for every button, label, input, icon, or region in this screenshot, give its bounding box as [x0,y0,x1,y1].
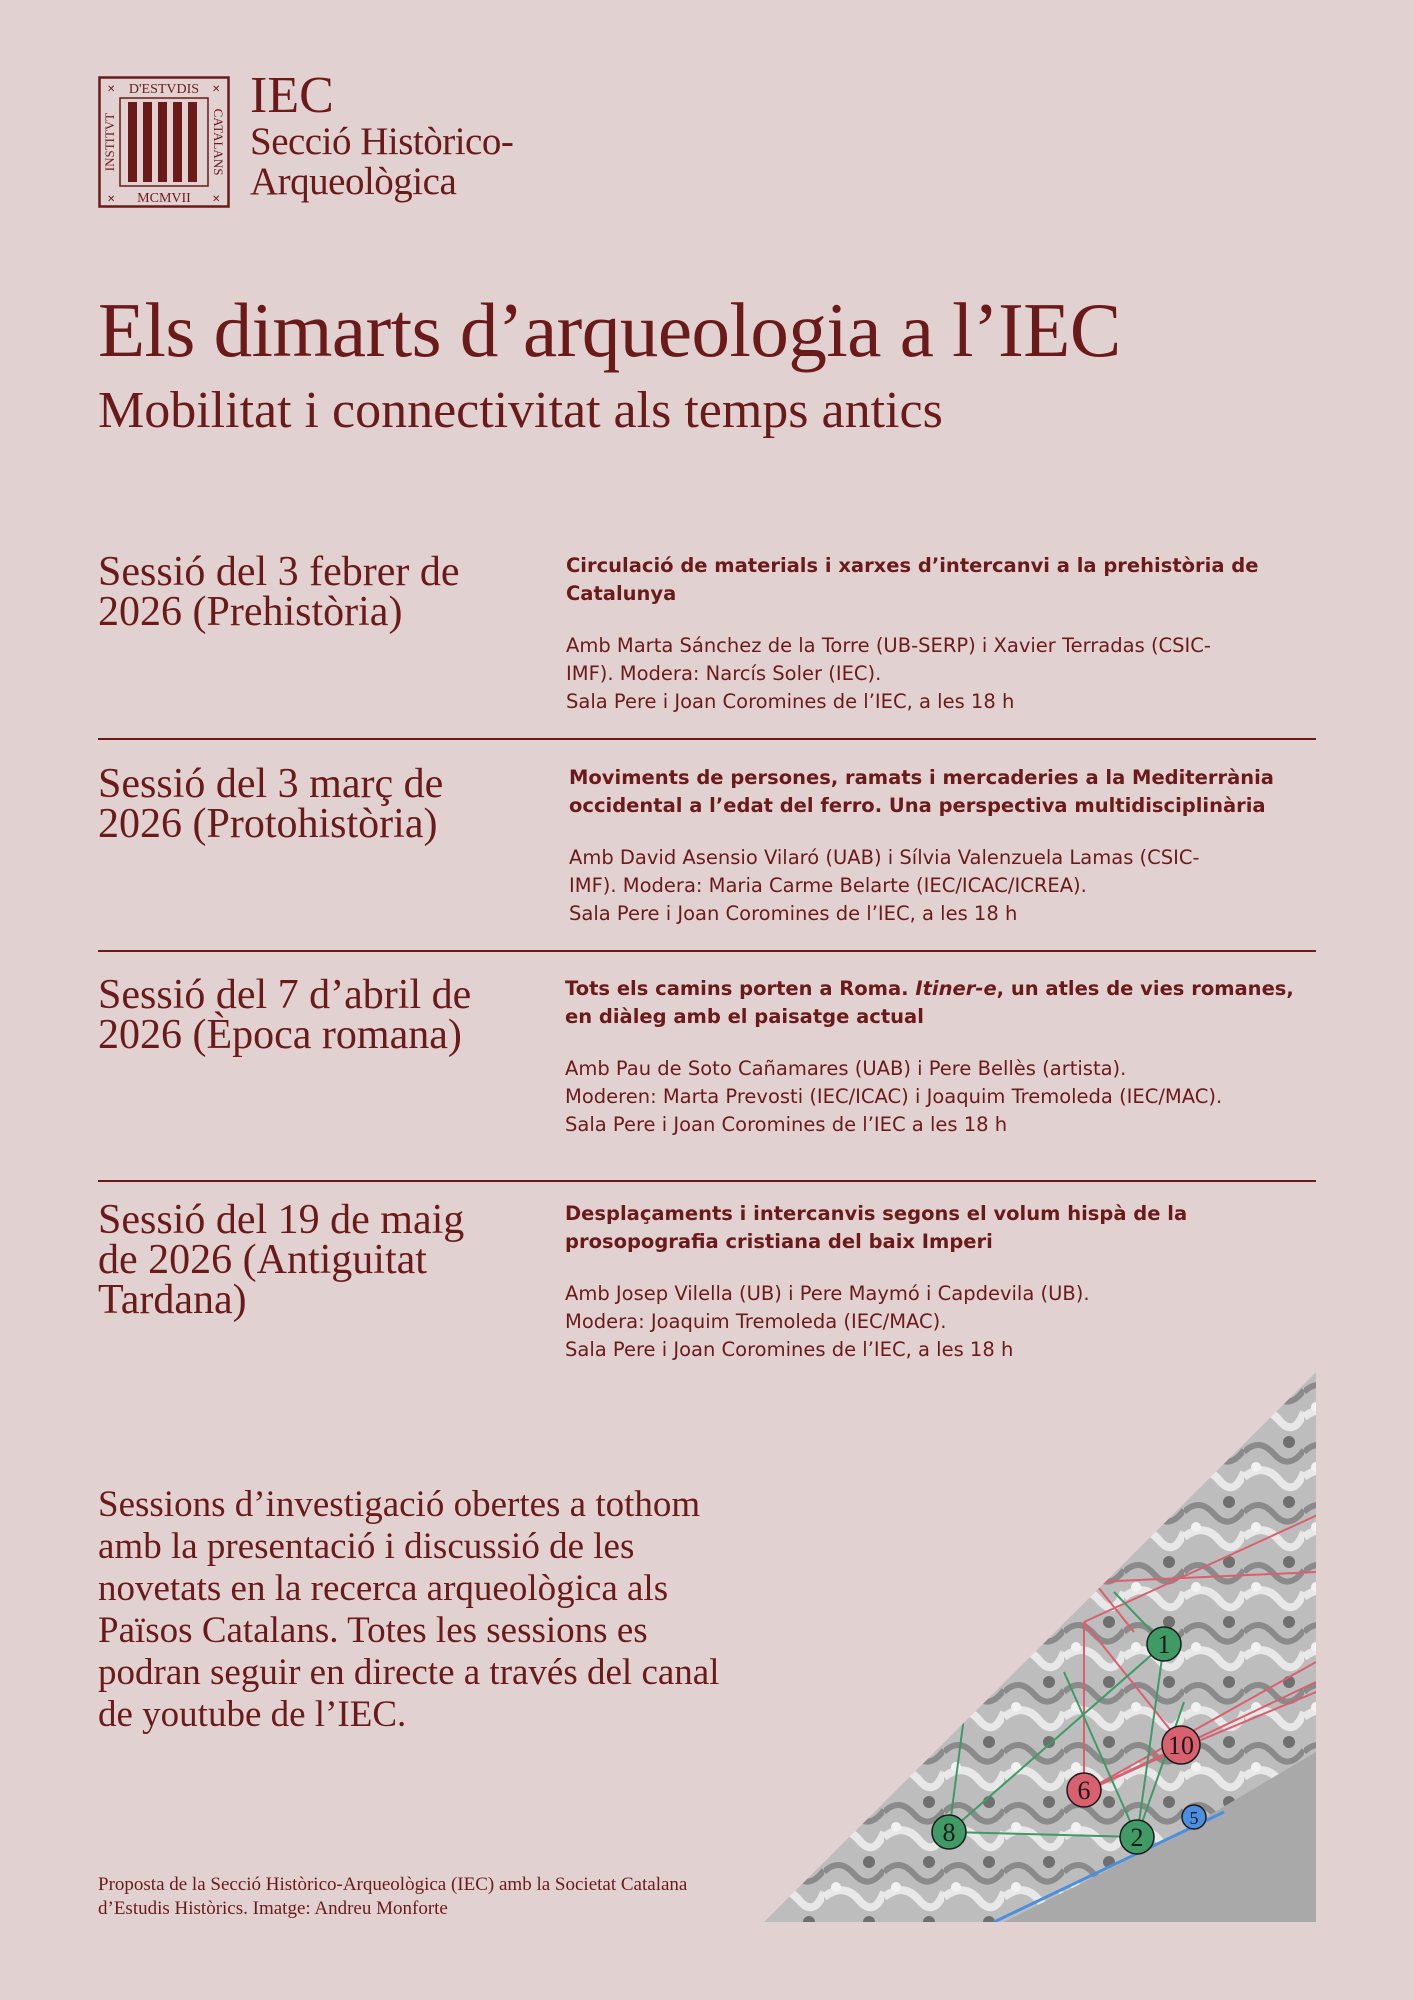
session-date: Sessió del 3 febrer de 2026 (Prehistòria) [98,549,460,635]
svg-text:✕: ✕ [107,84,116,95]
map-marker-6 [1067,1773,1101,1807]
map-marker-10 [1162,1726,1200,1764]
org-acronym: IEC [250,67,334,124]
page-subtitle: Mobilitat i connectivitat als temps antics [98,382,943,439]
session-venue: Sala Pere i Joan Coromines de l’IEC, a les 18 h [569,902,1018,925]
map-marker-2 [1120,1820,1154,1854]
section-name-line2: Arqueològica [250,160,457,203]
session-speakers: Amb Josep Vilella (UB) i Pere Maymó i Capdevila (UB). [565,1282,1090,1305]
session-date: Sessió del 3 març de 2026 (Protohistòria) [98,761,444,847]
svg-text:INSTITVT: INSTITVT [102,112,117,172]
svg-text:2: 2 [1130,1823,1144,1852]
session-speakers: Amb Pau de Soto Cañamares (UAB) i Pere Bellès (artista). [565,1057,1127,1080]
session-venue: Sala Pere i Joan Coromines de l’IEC, a les 18 h [566,690,1015,713]
svg-text:CATALANS: CATALANS [211,108,226,176]
session-info [569,764,1329,928]
svg-text:✕: ✕ [212,194,221,205]
svg-text:1: 1 [1157,1630,1171,1659]
session-moderator: IMF). Modera: Narcís Soler (IEC). [566,662,882,685]
session-moderator: IMF). Modera: Maria Carme Belarte (IEC/ICAC/ICREA). [569,874,1087,897]
session-date: Sessió del 19 de maig de 2026 (Antiguitat Tardana) [98,1197,465,1323]
map-marker-5 [1182,1805,1206,1829]
session-info [565,975,1325,1139]
session-info [566,552,1326,716]
map-marker-1 [1147,1627,1181,1661]
iec-seal-logo [98,76,230,208]
svg-text:8: 8 [942,1818,956,1847]
divider [98,1180,1316,1182]
page-title: Els dimarts d’arqueologia a l’IEC [98,287,1121,373]
svg-text:6: 6 [1077,1776,1091,1805]
svg-text:✕: ✕ [212,84,221,95]
session-moderator: Moderen: Marta Prevosti (IEC/ICAC) i Joaquim Tremoleda (IEC/MAC). [565,1085,1223,1108]
session-topic: Moviments de persones, ramats i mercaderies a la Mediterrània occidental a l’edat del ferro. Una perspectiva multidisciplinària [569,766,1274,817]
session-speakers: Amb David Asensio Vilaró (UAB) i Sílvia Valenzuela Lamas (CSIC- [569,846,1200,869]
session-topic: Circulació de materials i xarxes d’intercanvi a la prehistòria de Catalunya [566,554,1259,605]
svg-text:MCMVII: MCMVII [137,191,191,206]
session-info [565,1200,1325,1364]
svg-text:5: 5 [1189,1808,1199,1828]
divider [98,738,1316,740]
credits: Proposta de la Secció Històrico-Arqueològica (IEC) amb la Societat Catalana d’Estudis Històrics. Imatge: Andreu Monforte [98,1874,688,1919]
svg-text:D'ESTVDIS: D'ESTVDIS [128,82,200,97]
session-moderator: Modera: Joaquim Tremoleda (IEC/MAC). [565,1310,947,1333]
route-network-map [764,1372,1316,1922]
event-description: Sessions d’investigació obertes a tothom amb la presentació i discussió de les novetats en la recerca arqueològica als Països Catalans. Totes les sessions es podran seguir en directe a través del canal de youtube de l’IEC. [98,1484,720,1735]
section-name-line1: Secció Històrico- [250,120,514,163]
session-venue: Sala Pere i Joan Coromines de l’IEC a les 18 h [565,1113,1008,1136]
session-topic: Tots els camins porten a Roma. Itiner-e, un atles de vies romanes, en diàleg amb el paisatge actual [565,977,1294,1028]
svg-text:10: 10 [1168,1731,1194,1760]
session-topic: Desplaçaments i intercanvis segons el volum hispà de la prosopografia cristiana del baix Imperi [565,1202,1188,1253]
session-venue: Sala Pere i Joan Coromines de l’IEC, a les 18 h [565,1338,1014,1361]
org-name-block [250,67,514,203]
divider [98,950,1316,952]
map-marker-8 [932,1815,966,1849]
session-speakers: Amb Marta Sánchez de la Torre (UB-SERP) i Xavier Terradas (CSIC- [566,634,1211,657]
svg-text:✕: ✕ [107,194,116,205]
session-date: Sessió del 7 d’abril de 2026 (Època romana) [98,972,472,1058]
